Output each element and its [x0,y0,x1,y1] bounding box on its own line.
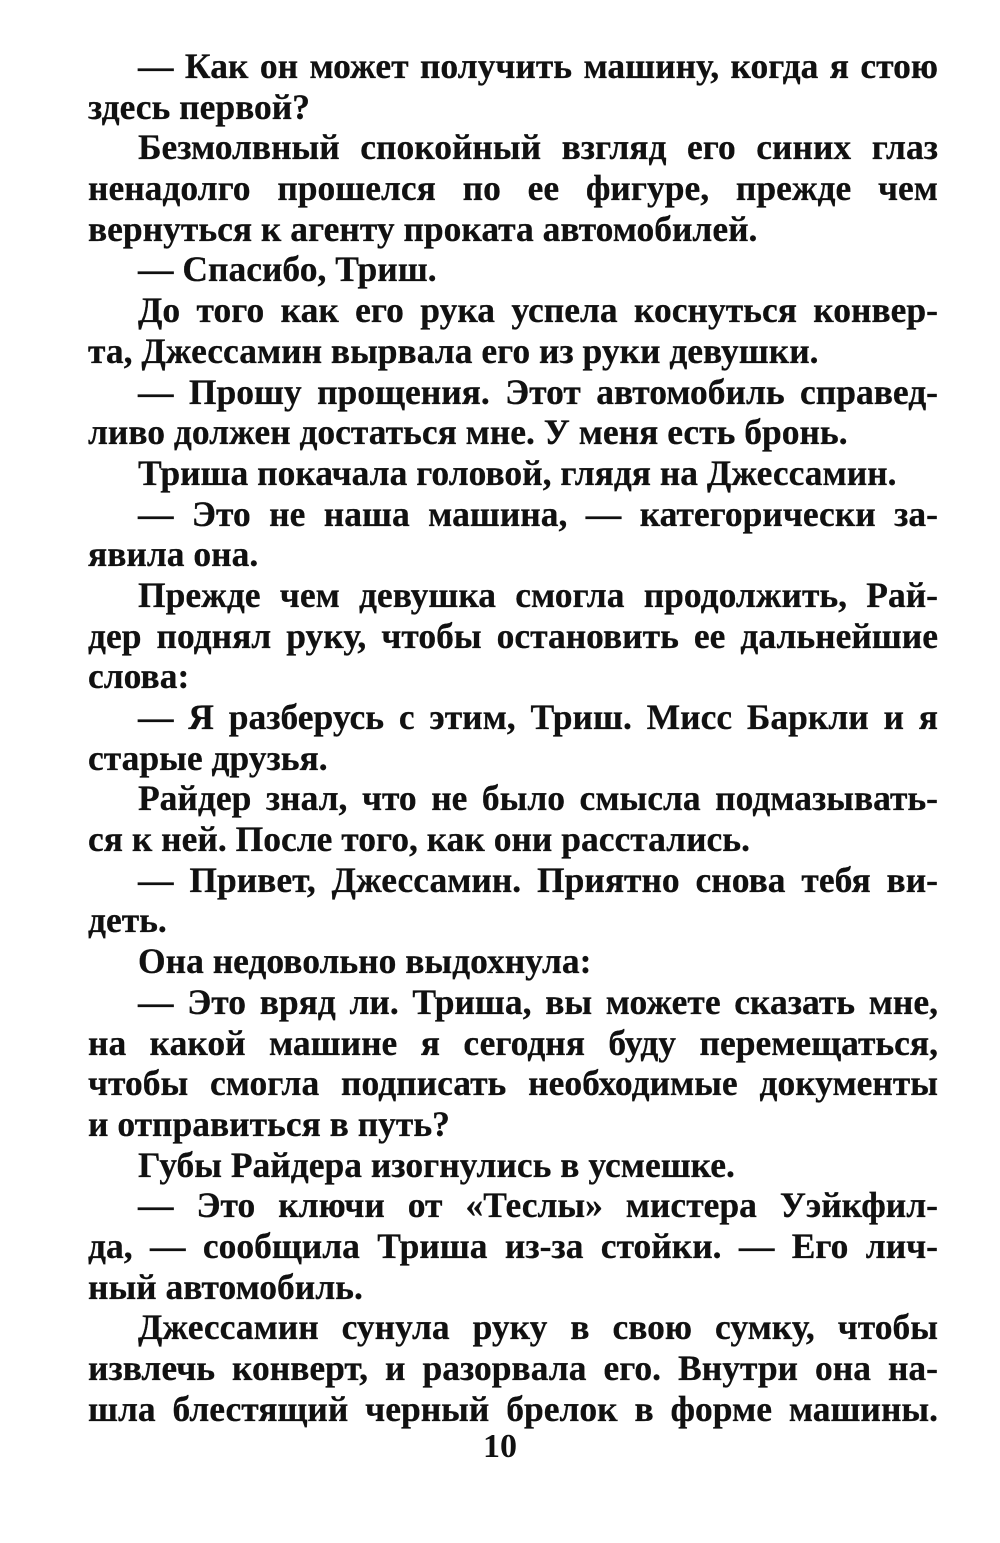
text-line: — Я разберусь с этим, Триш. Мисс Баркли и я [138,697,938,737]
text-line: деть. [88,900,167,941]
text-line: та, Джессамин вырвала его из руки девушки. [88,330,819,371]
page-body-text [88,46,938,1429]
text-line: Райдер знал, что не было смысла подмазывать- [138,778,938,819]
page-number: 10 [483,1428,517,1465]
text-line: Триша покачала головой, глядя на Джессамин. [138,452,897,493]
text-line: чтобы смогла подписать необходимые документы [88,1063,938,1104]
text-line: — Спасибо, Триш. [138,249,437,290]
text-line: ся к ней. После того, как они расстались. [88,819,750,860]
text-line: и отправиться в путь? [88,1103,450,1144]
text-line: ненадолго прошелся по ее фигуре, прежде чем [88,168,938,209]
text-line: да, — сообщила Триша из-за стойки. — Его лич- [88,1225,938,1266]
text-line: слова: [88,656,190,697]
text-line: — Как он может получить машину, когда я стою [138,46,938,86]
text-line: старые друзья. [88,737,328,778]
text-line: — Привет, Джессамин. Приятно снова тебя ви- [138,859,938,900]
text-line: ный автомобиль. [88,1266,363,1307]
text-line: шла блестящий черный брелок в форме машины. [88,1388,938,1429]
text-line: Джессамин сунула руку в свою сумку, чтобы [138,1307,938,1348]
text-line: — Это ключи от «Теслы» мистера Уэйкфил- [138,1185,938,1226]
text-line: на какой машине я сегодня буду перемещаться, [88,1022,938,1063]
text-line: дер поднял руку, чтобы остановить ее дальнейшие [88,615,938,656]
text-line: ливо должен достаться мне. У меня есть бронь. [88,412,848,453]
text-line: извлечь конверт, и разорвала его. Внутри она на- [88,1348,938,1388]
text-line: Губы Райдера изогнулись в усмешке. [138,1144,735,1185]
text-line: явила она. [88,534,259,575]
text-line: вернуться к агенту проката автомобилей. [88,208,758,249]
text-line: До того как его рука успела коснуться конвер- [138,290,938,331]
text-line: Прежде чем девушка смогла продолжить, Рай- [138,574,938,615]
text-line: — Это не наша машина, — категорически за- [138,493,938,534]
text-line: Она недовольно выдохнула: [138,941,592,982]
text-line: Безмолвный спокойный взгляд его синих глаз [138,127,938,168]
text-line: здесь первой? [88,86,311,127]
text-line: — Прошу прощения. Этот автомобиль справед- [138,371,938,412]
text-line: — Это вряд ли. Триша, вы можете сказать мне, [138,981,938,1022]
